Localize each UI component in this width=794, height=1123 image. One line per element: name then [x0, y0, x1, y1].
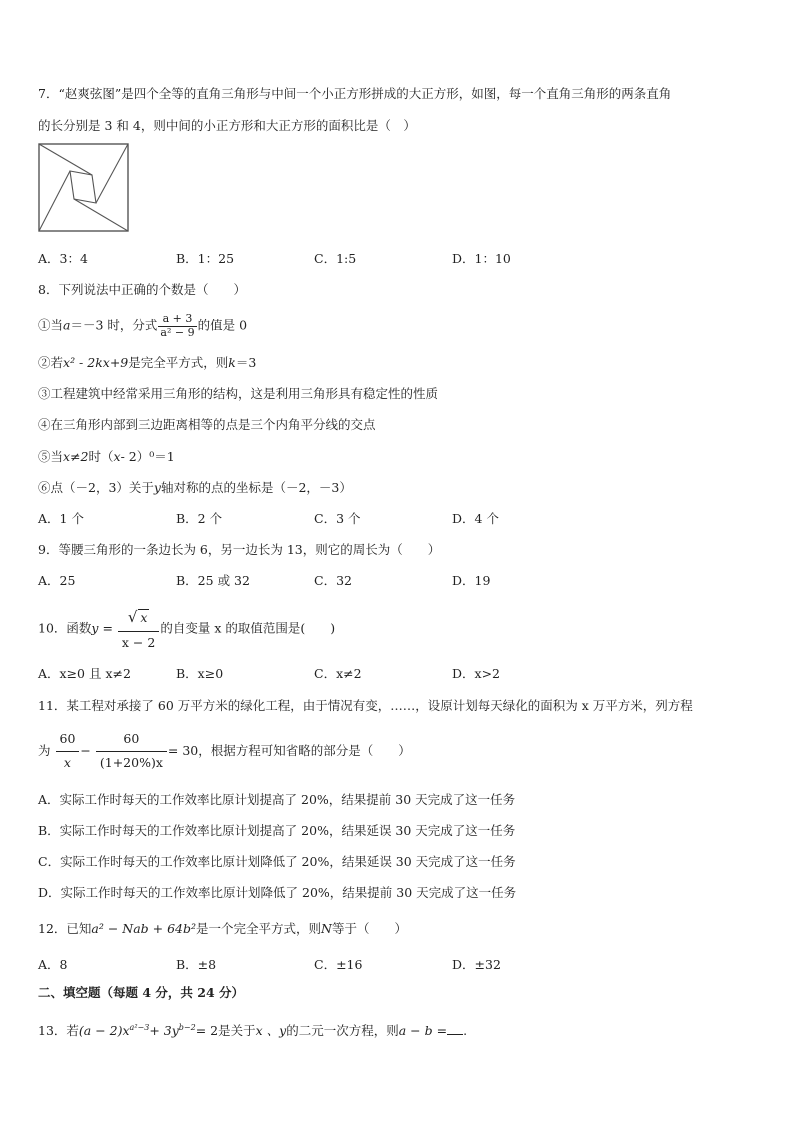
q8-title: 8．下列说法中正确的个数是（ ）	[38, 282, 246, 297]
q11-option-c: C．实际工作时每天的工作效率比原计划降低了 20%，结果延误 30 天完成了这一任务	[38, 854, 516, 869]
q7-option-a: A．3：4	[38, 251, 88, 266]
q10-stem: 10．函数y = $\frac{√ x}{x - 2}$ 的自变量 x 的取值范围是( )	[38, 606, 335, 652]
answer-blank[interactable]	[447, 1022, 463, 1035]
q8-statement-2: ②若x² - 2kx+9是完全平方式，则k＝3	[38, 355, 257, 370]
q12-option-a: A．8	[38, 957, 68, 972]
q8-option-a: A．1 个	[38, 511, 84, 526]
q12-option-c: C．±16	[314, 957, 363, 972]
q8-option-b: B．2 个	[176, 511, 223, 526]
q11-equation: 为 $\frac{60}{x}$ − $\frac{60}{(1+20\%)x}$ = 30，根据方程可知省略的部分是（ ）	[38, 730, 411, 773]
section-2-title: 二、填空题（每题 4 分，共 24 分）	[38, 985, 245, 1000]
q12-option-b: B．±8	[176, 957, 217, 972]
q10-option-b: B．x≥0	[176, 666, 224, 681]
q8-statement-5: ⑤当x≠2时（x- 2）⁰＝1	[38, 449, 175, 464]
q9-option-c: C．32	[314, 573, 352, 588]
q10-option-c: C．x≠2	[314, 666, 362, 681]
zhao-shuang-diagram	[38, 143, 130, 233]
q8-fraction: $\frac{a + 3}{\text{a² − 9}}$	[160, 312, 195, 339]
q7-stem-line2: 的长分别是 3 和 4，则中间的小正方形和大正方形的面积比是（ ）	[38, 118, 416, 133]
q8-statement-1: ①当a＝－3 时，分式 $\frac{a + 3}{\text{a² − 9}}$ 的值是 0	[38, 312, 248, 339]
q8-statement-6: ⑥点（－2，3）关于y轴对称的点的坐标是（－2，－3）	[38, 480, 352, 495]
q10-option-d: D．x>2	[452, 666, 500, 681]
q11-stem-line1: 11．某工程对承接了 60 万平方米的绿化工程，由于情况有变，……，设原计划每天绿化的面积为 x 万平方米，列方程	[38, 698, 693, 713]
q9-option-b: B．25 或 32	[176, 573, 250, 588]
q9-option-d: D．19	[452, 573, 491, 588]
q11-option-a: A．实际工作时每天的工作效率比原计划提高了 20%，结果提前 30 天完成了这一任务	[38, 792, 516, 807]
q8-statement-3: ③工程建筑中经常采用三角形的结构，这是利用三角形具有稳定性的性质	[38, 386, 439, 401]
q11-fraction-2: $\frac{60}{(1+20\%)x}$	[96, 730, 167, 773]
q10-option-a: A．x≥0 且 x≠2	[38, 666, 131, 681]
q12-stem: 12．已知a² − Nab + 64b²是一个完全平方式，则N等于（ ）	[38, 921, 407, 936]
q8-option-c: C．3 个	[314, 511, 361, 526]
q13-stem: 13．若$(a - 2)x^{a^2-3}+ 3y^{b-2}= 2$是关于x 、y的二元一次方程，则a − b = .	[38, 1022, 468, 1038]
q11-fraction-1: $\frac{60}{x}$	[56, 730, 80, 773]
q7-option-b: B．1：25	[176, 251, 235, 266]
q7-option-c: C．1:5	[314, 251, 357, 266]
q10-fraction: $\frac{√ x}{x - 2}$	[118, 606, 159, 652]
q11-option-d: D．实际工作时每天的工作效率比原计划降低了 20%，结果提前 30 天完成了这一任务	[38, 885, 517, 900]
q12-option-d: D．±32	[452, 957, 501, 972]
q9-title: 9．等腰三角形的一条边长为 6，另一边长为 13，则它的周长为（ ）	[38, 542, 441, 557]
q7-option-d: D．1：10	[452, 251, 511, 266]
q7-stem-line1: 7．“赵爽弦图”是四个全等的直角三角形与中间一个小正方形拼成的大正方形，如图，每一个直角三角形的两条直角	[38, 86, 672, 101]
q8-statement-4: ④在三角形内部到三边距离相等的点是三个内角平分线的交点	[38, 417, 376, 432]
q8-option-d: D．4 个	[452, 511, 499, 526]
q11-option-b: B．实际工作时每天的工作效率比原计划提高了 20%，结果延误 30 天完成了这一任务	[38, 823, 516, 838]
q9-option-a: A．25	[38, 573, 76, 588]
